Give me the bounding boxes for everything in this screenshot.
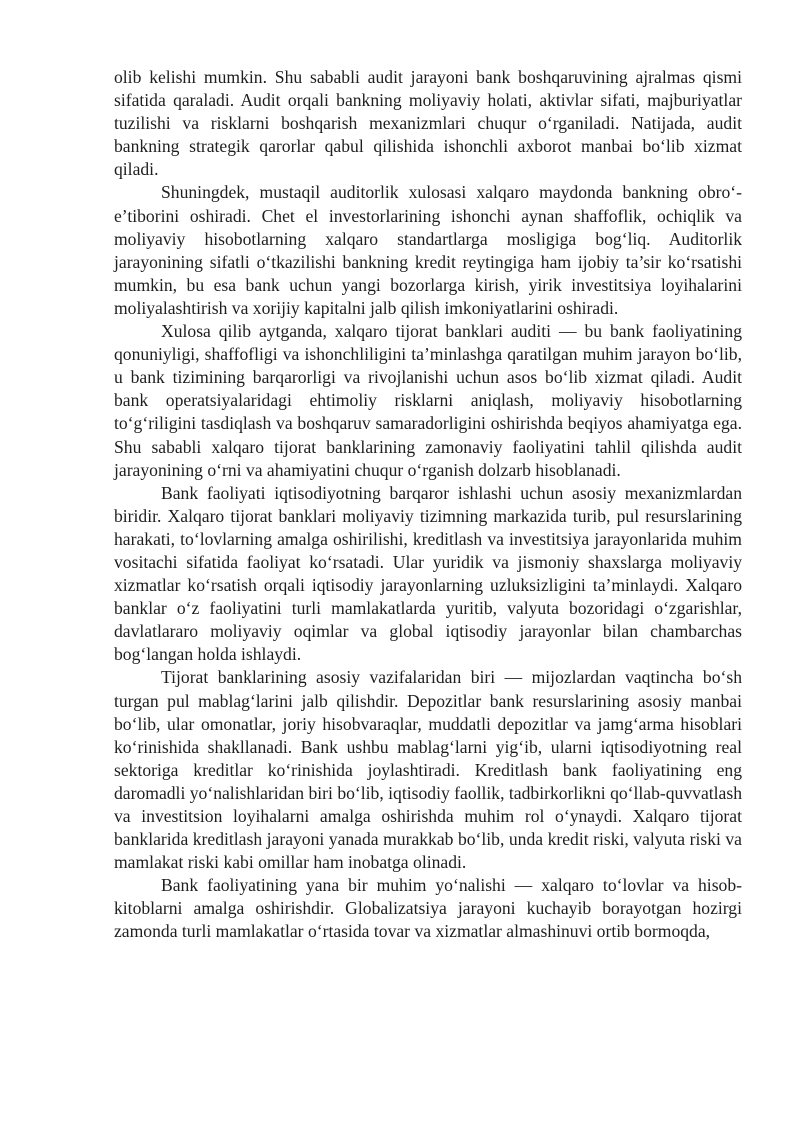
- paragraph-3: Xulosa qilib aytganda, xalqaro tijorat banklari auditi — bu bank faoliyatining qonuniyligi, shaffofligi va ishonchliligini ta’minlashga qaratilgan muhim jarayon bo‘lib, u bank tizimining barqarorligi va rivojlanishi uchun asos bo‘lib xizmat qiladi. Audit bank operatsiyalaridagi ehtimoliy risklarni aniqlash, moliyaviy hisobotlarning to‘g‘riligini tasdiqlash va boshqaruv samaradorligini oshirishda beqiyos ahamiyatga ega. Shu sababli xalqaro tijorat banklarining zamonaviy faoliyatini tahlil qilishda audit jarayonining o‘rni va ahamiyatini chuqur o‘rganish dolzarb hisoblanadi.: [114, 321, 742, 480]
- document-page: [114, 66, 742, 944]
- paragraph-2: Shuningdek, mustaqil auditorlik xulosasi xalqaro maydonda bankning obro‘-e’tiborini oshiradi. Chet el investorlarining ishonchi aynan shaffoflik, ochiqlik va moliyaviy hisobotlarning xalqaro standartlarga mosligiga bog‘liq. Auditorlik jarayonining sifatli o‘tkazilishi bankning kredit reytingiga ham ijobiy ta’sir ko‘rsatishi mumkin, bu esa bank uchun yangi bozorlarga kirish, yirik investitsiya loyihalarini moliyalashtirish va xorijiy kapitalni jalb qilish imkoniyatlarini oshiradi.: [114, 182, 742, 318]
- paragraph-1: olib kelishi mumkin. Shu sababli audit jarayoni bank boshqaruvining ajralmas qismi sifatida qaraladi. Audit orqali bankning moliyaviy holati, aktivlar sifati, majburiyatlar tuzilishi va risklarni boshqarish mexanizmlari chuqur o‘rganiladi. Natijada, audit bankning strategik qarorlar qabul qilishida ishonchli axborot manbai bo‘lib xizmat qiladi.: [114, 67, 742, 180]
- paragraph-6: Bank faoliyatining yana bir muhim yo‘nalishi — xalqaro to‘lovlar va hisob-kitoblarni amalga oshirishdir. Globalizatsiya jarayoni kuchayib borayotgan hozirgi zamonda turli mamlakatlar o‘rtasida tovar va xizmatlar almashinuvi ortib bormoqda,: [114, 875, 742, 942]
- paragraph-5: Tijorat banklarining asosiy vazifalaridan biri — mijozlardan vaqtincha bo‘sh turgan pul mablag‘larini jalb qilishdir. Depozitlar bank resurslarining asosiy manbai bo‘lib, ular omonatlar, joriy hisobvaraqlar, muddatli depozitlar va jamg‘arma hisoblari ko‘rinishida shakllanadi. Bank ushbu mablag‘larni yig‘ib, ularni iqtisodiyotning real sektoriga kreditlar ko‘rinishida joylashtiradi. Kreditlash bank faoliyatining eng daromadli yo‘nalishlaridan biri bo‘lib, iqtisodiy faollik, tadbirkorlikni qo‘llab-quvvatlash va investitsion loyihalarni amalga oshirishda muhim rol o‘ynaydi. Xalqaro tijorat banklarida kreditlash jarayoni yanada murakkab bo‘lib, unda kredit riski, valyuta riski va mamlakat riski kabi omillar ham inobatga olinadi.: [114, 667, 742, 873]
- paragraph-4: Bank faoliyati iqtisodiyotning barqaror ishlashi uchun asosiy mexanizmlardan biridir. Xalqaro tijorat banklari moliyaviy tizimning markazida turib, pul resurslarining harakati, to‘lovlarning amalga oshirilishi, kreditlash va investitsiya jarayonlarida muhim vositachi sifatida faoliyat ko‘rsatadi. Ular yuridik va jismoniy shaxslarga moliyaviy xizmatlar ko‘rsatish orqali iqtisodiy jarayonlarning uzluksizligini ta’minlaydi. Xalqaro banklar o‘z faoliyatini turli mamlakatlarda yuritib, valyuta bozoridagi o‘zgarishlar, davlatlararo moliyaviy oqimlar va global iqtisodiy jarayonlar bilan chambarchas bog‘langan holda ishlaydi.: [114, 482, 742, 665]
